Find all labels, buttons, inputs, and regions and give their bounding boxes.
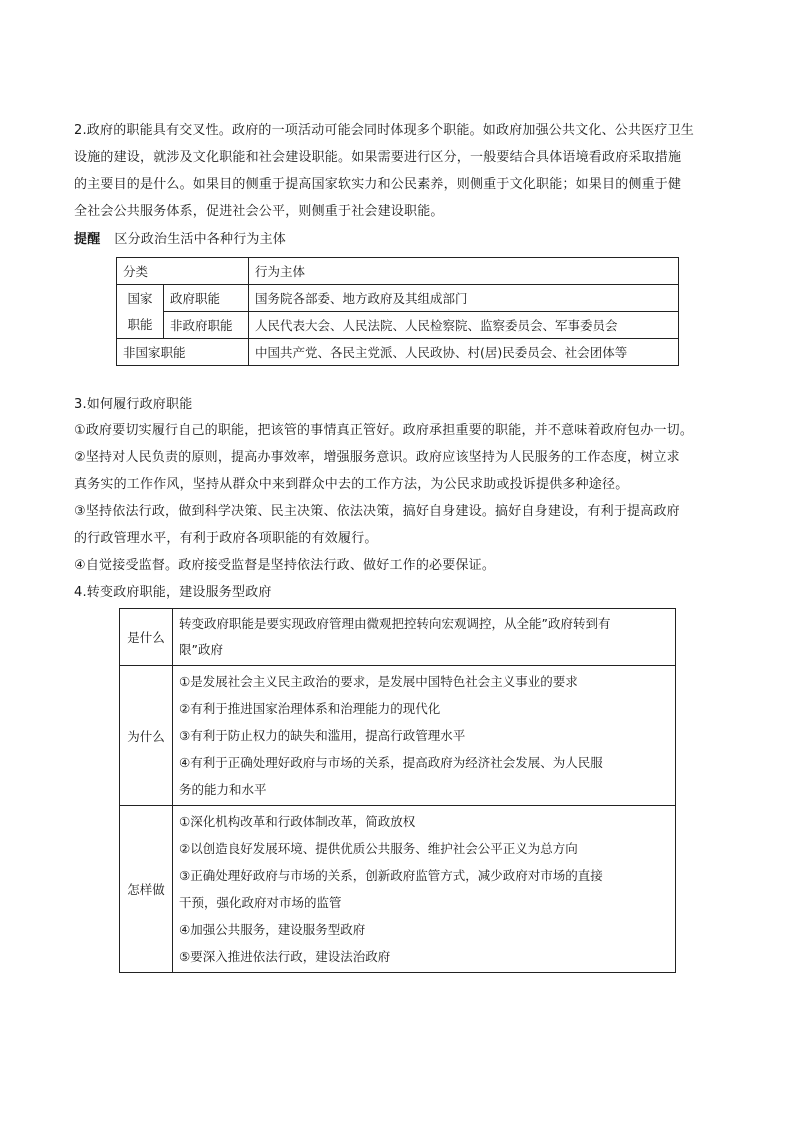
sub-category: 政府职能	[164, 285, 249, 312]
table-row	[120, 609, 676, 666]
section3-line-5: 的行政管理水平，有利于政府各项职能的有效履行。	[74, 531, 378, 546]
service-government-table	[119, 608, 676, 973]
how-line: 干预，强化政府对市场的监管	[179, 895, 342, 910]
section4-title: 4.转变政府职能，建设服务型政府	[74, 585, 272, 600]
what-line: 限”政府	[179, 642, 223, 657]
section3-line-3: 真务实的工作作风，坚持从群众中来到群众中去的工作方法，为公民求助或投诉提供多种途径。	[74, 477, 629, 492]
why-line: ③有利于防止权力的缺失和滥用，提高行政管理水平	[179, 728, 466, 743]
why-content	[173, 666, 676, 806]
subject-cell: 中国共产党、各民主党派、人民政协、村(居)民委员会、社会团体等	[249, 339, 679, 366]
section3-line-2: ②坚持对人民负责的原则，提高办事效率，增强服务意识。政府应该坚持为人民服务的工作态度，树立求	[74, 450, 680, 465]
table-row	[120, 666, 676, 806]
subject-cell: 人民代表大会、人民法院、人民检察院、监察委员会、军事委员会	[249, 312, 679, 339]
category-cell: 非国家职能	[117, 339, 249, 366]
actor-classification-table	[116, 257, 679, 366]
table-row	[117, 312, 679, 339]
intro-line-3: 的主要目的是什么。如果目的侧重于提高国家软实力和公民素养，则侧重于文化职能；如果目的侧重于健	[74, 177, 682, 192]
table-row	[120, 806, 676, 973]
table-row	[117, 285, 679, 312]
section3-line-6: ④自觉接受监督。政府接受监督是坚持依法行政、做好工作的必要保证。	[74, 558, 496, 573]
sub-category: 非政府职能	[164, 312, 249, 339]
section3-line-1: ①政府要切实履行自己的职能，把该管的事情真正管好。政府承担重要的职能，并不意味着政府包办一切。	[74, 423, 694, 438]
how-line: ③正确处理好政府与市场的关系，创新政府监管方式，减少政府对市场的直接	[179, 868, 603, 883]
section3-line-4: ③坚持依法行政，做到科学决策、民主决策、依法决策，搞好自身建设。搞好自身建设，有利于提高政府	[74, 504, 680, 519]
tip-label: 提醒	[74, 232, 101, 247]
tip-text: 区分政治生活中各种行为主体	[114, 232, 287, 247]
what-content	[173, 609, 676, 666]
how-line: ②以创造良好发展环境、提供优质公共服务、维护社会公平正义为总方向	[179, 841, 578, 856]
table-row	[117, 258, 679, 285]
why-line: 务的能力和水平	[179, 782, 267, 797]
tip-line	[74, 231, 724, 249]
intro-line-1: 2.政府的职能具有交叉性。政府的一项活动可能会同时体现多个职能。如政府加强公共文化、公共医疗卫生	[74, 123, 695, 138]
state-label-1: 国家	[127, 290, 153, 306]
what-line: 转变政府职能是要实现政府管理由微观把控转向宏观调控，从全能”政府转到有	[179, 616, 611, 631]
table-row	[117, 339, 679, 366]
why-line: ①是发展社会主义民主政治的要求，是发展中国特色社会主义事业的要求	[179, 674, 578, 689]
why-label: 为什么	[120, 666, 173, 806]
how-content	[173, 806, 676, 973]
section3-title: 3.如何履行政府职能	[74, 397, 193, 412]
intro-line-4: 全社会公共服务体系，促进社会公平，则侧重于社会建设职能。	[74, 204, 444, 219]
header-category: 分类	[117, 258, 249, 285]
state-label-2: 职能	[127, 316, 153, 332]
subject-cell: 国务院各部委、地方政府及其组成部门	[249, 285, 679, 312]
how-line: ⑤要深入推进依法行政，建设法治政府	[179, 949, 391, 964]
how-line: ①深化机构改革和行政体制改革，简政放权	[179, 814, 416, 829]
state-function-cell	[117, 285, 164, 339]
how-label: 怎样做	[120, 806, 173, 973]
why-line: ②有利于推进国家治理体系和治理能力的现代化	[179, 701, 441, 716]
what-label: 是什么	[120, 609, 173, 666]
header-subject: 行为主体	[249, 258, 679, 285]
why-line: ④有利于正确处理好政府与市场的关系，提高政府为经济社会发展、为人民服	[179, 755, 603, 770]
how-line: ④加强公共服务，建设服务型政府	[179, 922, 366, 937]
intro-line-2: 设施的建设，就涉及文化职能和社会建设职能。如果需要进行区分，一般要结合具体语境看政府采取措施	[74, 150, 682, 165]
